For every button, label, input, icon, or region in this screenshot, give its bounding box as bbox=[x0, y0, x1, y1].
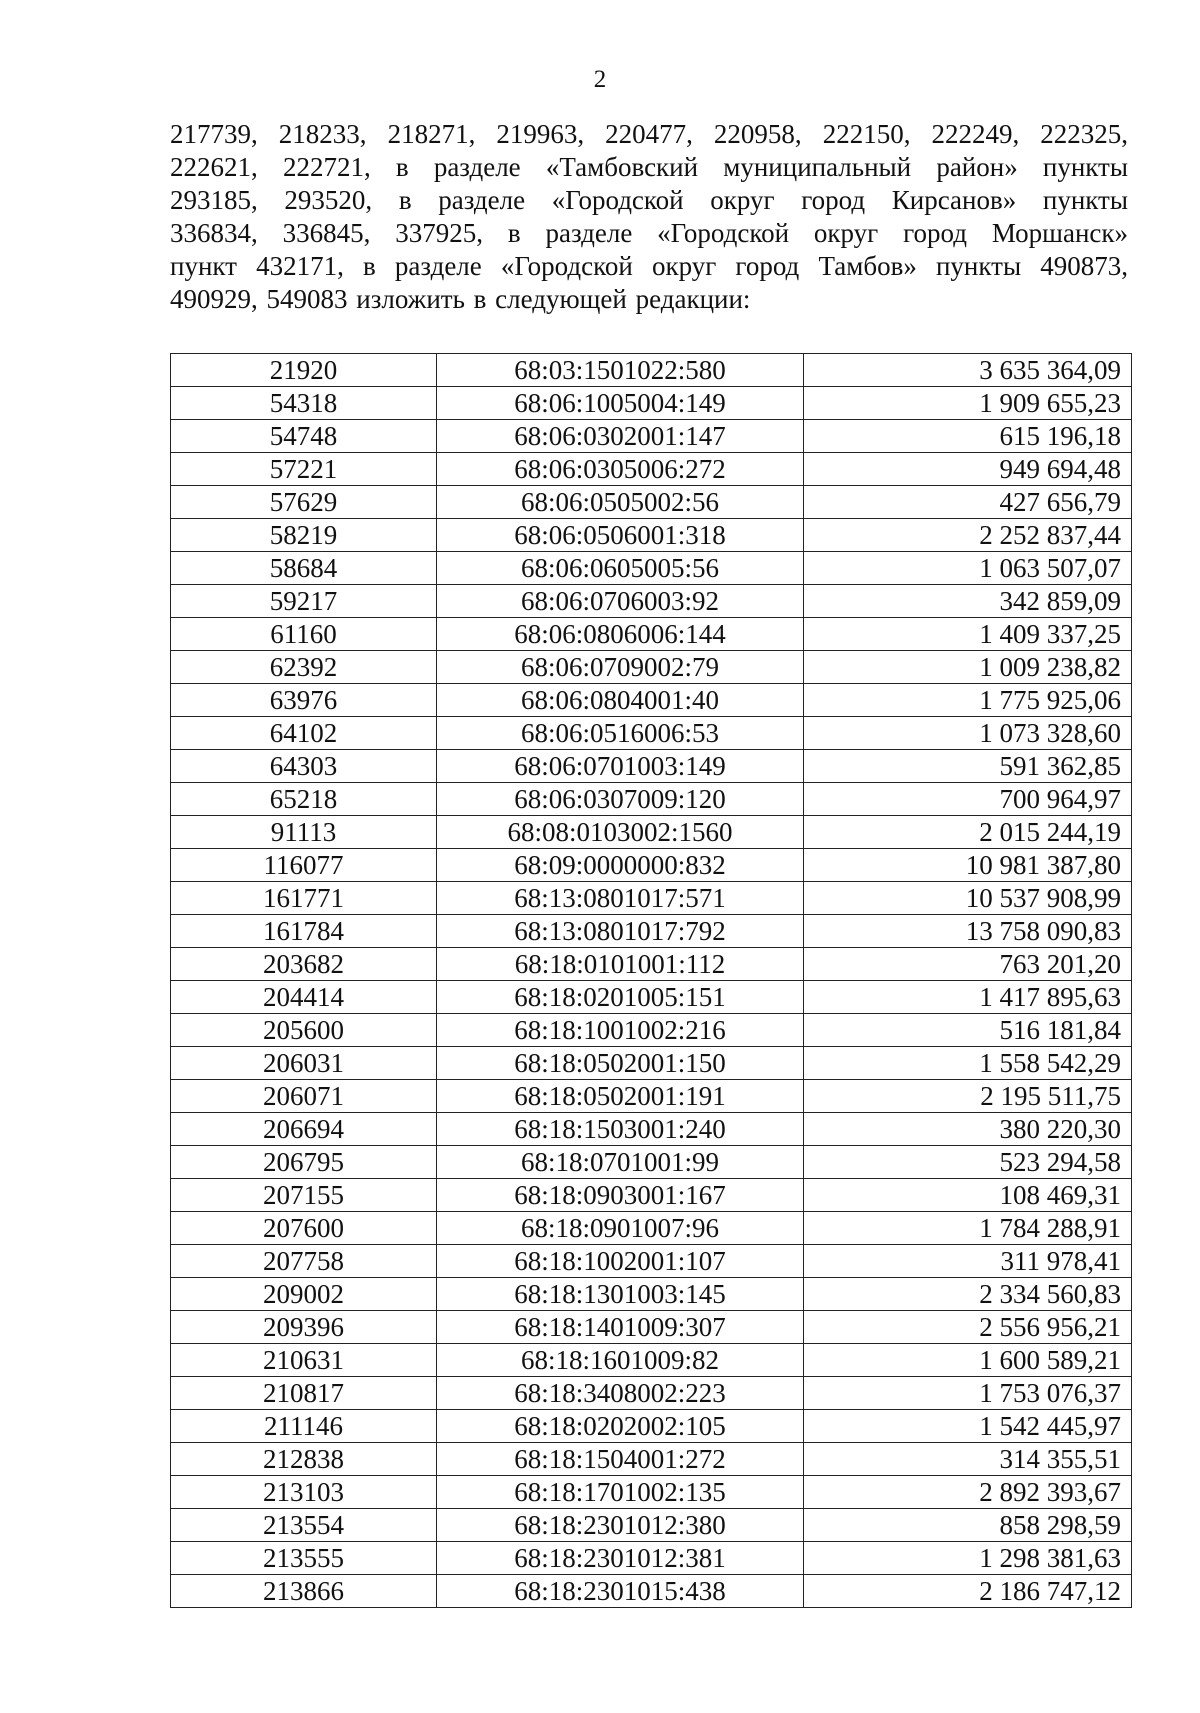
item-number-cell: 210631 bbox=[171, 1344, 437, 1377]
table-row bbox=[171, 1278, 1132, 1311]
table-row bbox=[171, 1344, 1132, 1377]
cadastral-value-cell: 523 294,58 bbox=[804, 1146, 1132, 1179]
cadastral-value-cell: 1 298 381,63 bbox=[804, 1542, 1132, 1575]
cadastral-value-cell: 700 964,97 bbox=[804, 783, 1132, 816]
item-number-cell: 57629 bbox=[171, 486, 437, 519]
item-number-cell: 21920 bbox=[171, 354, 437, 387]
item-number-cell: 209396 bbox=[171, 1311, 437, 1344]
cadastral-value-cell: 1 558 542,29 bbox=[804, 1047, 1132, 1080]
cadastral-number-cell: 68:06:0506001:318 bbox=[437, 519, 804, 552]
cadastral-number-cell: 68:18:0901007:96 bbox=[437, 1212, 804, 1245]
cadastral-number-cell: 68:18:0202002:105 bbox=[437, 1410, 804, 1443]
item-number-cell: 204414 bbox=[171, 981, 437, 1014]
table-row bbox=[171, 453, 1132, 486]
cadastral-value-cell: 13 758 090,83 bbox=[804, 915, 1132, 948]
item-number-cell: 206694 bbox=[171, 1113, 437, 1146]
table-row bbox=[171, 783, 1132, 816]
item-number-cell: 116077 bbox=[171, 849, 437, 882]
item-number-cell: 91113 bbox=[171, 816, 437, 849]
cadastral-number-cell: 68:18:2301015:438 bbox=[437, 1575, 804, 1608]
cadastral-number-cell: 68:06:0302001:147 bbox=[437, 420, 804, 453]
intro-line: 222621, 222721, в разделе «Тамбовский муниципальный район» пункты bbox=[170, 152, 1128, 182]
cadastral-number-cell: 68:18:2301012:380 bbox=[437, 1509, 804, 1542]
table-row bbox=[171, 717, 1132, 750]
table-row bbox=[171, 1179, 1132, 1212]
cadastral-number-cell: 68:18:1002001:107 bbox=[437, 1245, 804, 1278]
cadastral-number-cell: 68:18:1504001:272 bbox=[437, 1443, 804, 1476]
table-row bbox=[171, 915, 1132, 948]
item-number-cell: 64303 bbox=[171, 750, 437, 783]
table-row bbox=[171, 849, 1132, 882]
cadastral-number-cell: 68:09:0000000:832 bbox=[437, 849, 804, 882]
table-row bbox=[171, 519, 1132, 552]
intro-line: 490929, 549083 изложить в следующей редакции: bbox=[170, 284, 751, 314]
item-number-cell: 54748 bbox=[171, 420, 437, 453]
item-number-cell: 64102 bbox=[171, 717, 437, 750]
item-number-cell: 206031 bbox=[171, 1047, 437, 1080]
table-row bbox=[171, 1377, 1132, 1410]
table-row bbox=[171, 1080, 1132, 1113]
cadastral-value-cell: 2 556 956,21 bbox=[804, 1311, 1132, 1344]
table-row bbox=[171, 387, 1132, 420]
item-number-cell: 209002 bbox=[171, 1278, 437, 1311]
item-number-cell: 207600 bbox=[171, 1212, 437, 1245]
table-row bbox=[171, 354, 1132, 387]
item-number-cell: 58684 bbox=[171, 552, 437, 585]
cadastral-value-cell: 763 201,20 bbox=[804, 948, 1132, 981]
table-row bbox=[171, 1212, 1132, 1245]
table-row bbox=[171, 1146, 1132, 1179]
intro-paragraph bbox=[170, 118, 1128, 316]
cadastral-number-cell: 68:06:0305006:272 bbox=[437, 453, 804, 486]
cadastral-value-cell: 1 600 589,21 bbox=[804, 1344, 1132, 1377]
table-row bbox=[171, 981, 1132, 1014]
item-number-cell: 58219 bbox=[171, 519, 437, 552]
table-row bbox=[171, 1509, 1132, 1542]
table-row bbox=[171, 750, 1132, 783]
item-number-cell: 205600 bbox=[171, 1014, 437, 1047]
table-row bbox=[171, 651, 1132, 684]
cadastral-value-cell: 311 978,41 bbox=[804, 1245, 1132, 1278]
cadastral-value-cell: 1 063 507,07 bbox=[804, 552, 1132, 585]
cadastral-number-cell: 68:18:0101001:112 bbox=[437, 948, 804, 981]
cadastral-value-cell: 615 196,18 bbox=[804, 420, 1132, 453]
intro-line: пункт 432171, в разделе «Городской округ город Тамбов» пункты 490873, bbox=[170, 251, 1128, 281]
cadastral-value-cell: 108 469,31 bbox=[804, 1179, 1132, 1212]
cadastral-value-cell: 314 355,51 bbox=[804, 1443, 1132, 1476]
item-number-cell: 207155 bbox=[171, 1179, 437, 1212]
item-number-cell: 61160 bbox=[171, 618, 437, 651]
cadastral-value-cell: 10 537 908,99 bbox=[804, 882, 1132, 915]
item-number-cell: 210817 bbox=[171, 1377, 437, 1410]
cadastral-number-cell: 68:18:0502001:150 bbox=[437, 1047, 804, 1080]
cadastral-number-cell: 68:03:1501022:580 bbox=[437, 354, 804, 387]
cadastral-value-cell: 1 784 288,91 bbox=[804, 1212, 1132, 1245]
cadastral-number-cell: 68:06:0706003:92 bbox=[437, 585, 804, 618]
cadastral-value-cell: 342 859,09 bbox=[804, 585, 1132, 618]
item-number-cell: 212838 bbox=[171, 1443, 437, 1476]
cadastral-value-cell: 858 298,59 bbox=[804, 1509, 1132, 1542]
intro-line: 293185, 293520, в разделе «Городской округ город Кирсанов» пункты bbox=[170, 185, 1128, 215]
table-row bbox=[171, 1311, 1132, 1344]
item-number-cell: 59217 bbox=[171, 585, 437, 618]
cadastral-number-cell: 68:18:0201005:151 bbox=[437, 981, 804, 1014]
table-row bbox=[171, 1476, 1132, 1509]
item-number-cell: 203682 bbox=[171, 948, 437, 981]
intro-line: 336834, 336845, 337925, в разделе «Городской округ город Моршанск» bbox=[170, 218, 1128, 248]
cadastral-number-cell: 68:18:1001002:216 bbox=[437, 1014, 804, 1047]
cadastral-value-cell: 1 009 238,82 bbox=[804, 651, 1132, 684]
cadastral-value-cell: 2 334 560,83 bbox=[804, 1278, 1132, 1311]
cadastral-number-cell: 68:06:0701003:149 bbox=[437, 750, 804, 783]
cadastral-value-cell: 10 981 387,80 bbox=[804, 849, 1132, 882]
item-number-cell: 63976 bbox=[171, 684, 437, 717]
item-number-cell: 57221 bbox=[171, 453, 437, 486]
cadastral-value-cell: 1 542 445,97 bbox=[804, 1410, 1132, 1443]
cadastral-number-cell: 68:06:0505002:56 bbox=[437, 486, 804, 519]
cadastral-number-cell: 68:06:0516006:53 bbox=[437, 717, 804, 750]
cadastral-value-cell: 591 362,85 bbox=[804, 750, 1132, 783]
cadastral-value-cell: 2 195 511,75 bbox=[804, 1080, 1132, 1113]
item-number-cell: 213866 bbox=[171, 1575, 437, 1608]
cadastral-number-cell: 68:06:0806006:144 bbox=[437, 618, 804, 651]
cadastral-value-cell: 516 181,84 bbox=[804, 1014, 1132, 1047]
cadastral-number-cell: 68:06:0307009:120 bbox=[437, 783, 804, 816]
cadastral-value-cell: 2 252 837,44 bbox=[804, 519, 1132, 552]
table-body bbox=[171, 354, 1132, 1608]
table-row bbox=[171, 552, 1132, 585]
table-row bbox=[171, 1113, 1132, 1146]
cadastral-value-cell: 1 909 655,23 bbox=[804, 387, 1132, 420]
cadastral-number-cell: 68:13:0801017:792 bbox=[437, 915, 804, 948]
table-row bbox=[171, 948, 1132, 981]
cadastral-value-cell: 2 186 747,12 bbox=[804, 1575, 1132, 1608]
cadastral-value-cell: 2 892 393,67 bbox=[804, 1476, 1132, 1509]
intro-line: 217739, 218233, 218271, 219963, 220477, 220958, 222150, 222249, 222325, bbox=[170, 119, 1128, 149]
table-row bbox=[171, 816, 1132, 849]
cadastral-value-cell: 1 417 895,63 bbox=[804, 981, 1132, 1014]
table-row bbox=[171, 1410, 1132, 1443]
table-row bbox=[171, 585, 1132, 618]
cadastral-value-cell: 1 073 328,60 bbox=[804, 717, 1132, 750]
cadastral-value-cell: 1 775 925,06 bbox=[804, 684, 1132, 717]
cadastral-value-cell: 2 015 244,19 bbox=[804, 816, 1132, 849]
cadastral-value-cell: 1 409 337,25 bbox=[804, 618, 1132, 651]
cadastral-number-cell: 68:18:0502001:191 bbox=[437, 1080, 804, 1113]
item-number-cell: 206071 bbox=[171, 1080, 437, 1113]
table-row bbox=[171, 1014, 1132, 1047]
item-number-cell: 161784 bbox=[171, 915, 437, 948]
item-number-cell: 213555 bbox=[171, 1542, 437, 1575]
table-row bbox=[171, 1542, 1132, 1575]
cadastral-number-cell: 68:18:1701002:135 bbox=[437, 1476, 804, 1509]
cadastral-number-cell: 68:18:0903001:167 bbox=[437, 1179, 804, 1212]
cadastral-value-cell: 380 220,30 bbox=[804, 1113, 1132, 1146]
page-number: 2 bbox=[593, 66, 607, 93]
item-number-cell: 54318 bbox=[171, 387, 437, 420]
table-row bbox=[171, 420, 1132, 453]
cadastral-number-cell: 68:18:3408002:223 bbox=[437, 1377, 804, 1410]
cadastral-number-cell: 68:06:0709002:79 bbox=[437, 651, 804, 684]
cadastral-number-cell: 68:18:1401009:307 bbox=[437, 1311, 804, 1344]
table-row bbox=[171, 882, 1132, 915]
cadastral-number-cell: 68:18:1503001:240 bbox=[437, 1113, 804, 1146]
cadastral-number-cell: 68:18:1301003:145 bbox=[437, 1278, 804, 1311]
table-row bbox=[171, 684, 1132, 717]
item-number-cell: 207758 bbox=[171, 1245, 437, 1278]
cadastral-number-cell: 68:18:2301012:381 bbox=[437, 1542, 804, 1575]
item-number-cell: 206795 bbox=[171, 1146, 437, 1179]
item-number-cell: 213103 bbox=[171, 1476, 437, 1509]
table-row bbox=[171, 1245, 1132, 1278]
cadastral-number-cell: 68:18:1601009:82 bbox=[437, 1344, 804, 1377]
cadastral-value-cell: 949 694,48 bbox=[804, 453, 1132, 486]
table-row bbox=[171, 1443, 1132, 1476]
item-number-cell: 161771 bbox=[171, 882, 437, 915]
item-number-cell: 211146 bbox=[171, 1410, 437, 1443]
item-number-cell: 62392 bbox=[171, 651, 437, 684]
cadastral-number-cell: 68:13:0801017:571 bbox=[437, 882, 804, 915]
table-row bbox=[171, 618, 1132, 651]
table-row bbox=[171, 1575, 1132, 1608]
cadastral-value-cell: 1 753 076,37 bbox=[804, 1377, 1132, 1410]
cadastral-number-cell: 68:06:0605005:56 bbox=[437, 552, 804, 585]
cadastral-number-cell: 68:18:0701001:99 bbox=[437, 1146, 804, 1179]
item-number-cell: 213554 bbox=[171, 1509, 437, 1542]
cadastral-value-table bbox=[170, 353, 1132, 1608]
cadastral-number-cell: 68:08:0103002:1560 bbox=[437, 816, 804, 849]
table-row bbox=[171, 486, 1132, 519]
cadastral-value-cell: 3 635 364,09 bbox=[804, 354, 1132, 387]
item-number-cell: 65218 bbox=[171, 783, 437, 816]
cadastral-number-cell: 68:06:1005004:149 bbox=[437, 387, 804, 420]
table-row bbox=[171, 1047, 1132, 1080]
cadastral-number-cell: 68:06:0804001:40 bbox=[437, 684, 804, 717]
cadastral-value-cell: 427 656,79 bbox=[804, 486, 1132, 519]
